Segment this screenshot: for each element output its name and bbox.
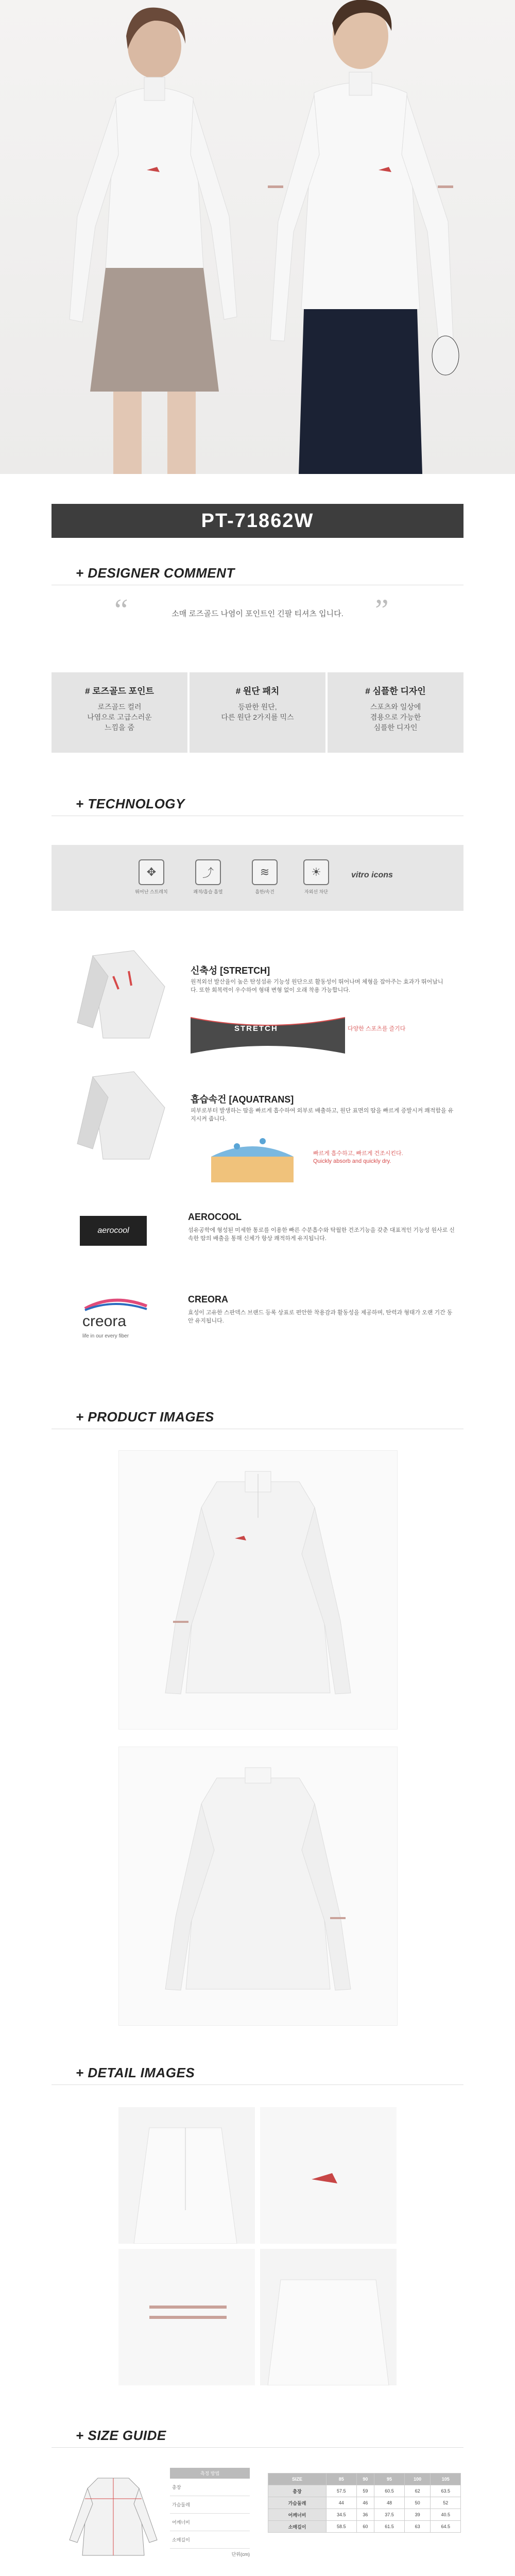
size-table-cell: 34.5 bbox=[327, 2509, 357, 2521]
measure-row: 총장 bbox=[170, 2479, 250, 2496]
size-table-cell: 36 bbox=[356, 2509, 374, 2521]
section-title-detail-images: + DETAIL IMAGES bbox=[76, 2065, 195, 2080]
model-code-bar bbox=[52, 504, 464, 538]
size-table-row bbox=[268, 2521, 461, 2533]
tech-icon-cool bbox=[300, 859, 333, 895]
aerocool-title: AEROCOOL bbox=[188, 1212, 242, 1222]
divider bbox=[52, 2084, 464, 2085]
quickdry-icon: ≋ bbox=[252, 859, 278, 885]
measure-row: 가슴둘레 bbox=[170, 2496, 250, 2514]
feature-desc: 스포츠와 일상에 겸용으로 가능한 심플한 디자인 bbox=[370, 703, 421, 732]
measure-row: 어깨너비 bbox=[170, 2514, 250, 2531]
size-table-cell: 62 bbox=[404, 2485, 431, 2497]
aquatrans-graphic bbox=[206, 1126, 299, 1188]
stretch-band-graphic bbox=[191, 1012, 345, 1059]
detail-image-back-neck bbox=[260, 2249, 397, 2385]
size-table-cell: 60.5 bbox=[374, 2485, 405, 2497]
section-title-designer: + DESIGNER COMMENT bbox=[76, 565, 235, 581]
detail-image-collar bbox=[118, 2107, 255, 2244]
size-table-header bbox=[268, 2473, 461, 2485]
size-table-row bbox=[268, 2509, 461, 2521]
size-table-row-label: 가슴둘레 bbox=[268, 2497, 327, 2509]
tech-icon-label: 흡한/속건 bbox=[255, 889, 274, 894]
aquatrans-note-ko: 빠르게 흡수하고, 빠르게 건조시킨다. bbox=[313, 1150, 403, 1157]
size-table-cell: 61.5 bbox=[374, 2521, 405, 2533]
cool-icon: ☀ bbox=[303, 859, 329, 885]
tech-icon-label: 자외선 차단 bbox=[304, 889, 328, 894]
designer-comment: 소매 로즈골드 나염이 포인트인 긴팔 티셔츠 입니다. bbox=[171, 609, 344, 618]
hero-photo bbox=[0, 0, 515, 474]
size-table-row bbox=[268, 2485, 461, 2497]
size-table bbox=[268, 2473, 461, 2533]
tech-icon-sweat bbox=[192, 859, 225, 895]
size-table-cell: 100 bbox=[404, 2473, 431, 2485]
size-table-cell: 90 bbox=[356, 2473, 374, 2485]
size-table-cell: 57.5 bbox=[327, 2485, 357, 2497]
tech-icon-stretch bbox=[135, 859, 168, 895]
size-table-row-label: 어깨너비 bbox=[268, 2509, 327, 2521]
aquatrans-text: 피부로부터 발생하는 땀을 빠르게 흡수하여 외부로 배출하고, 원단 표면의 땀을 빠르게 증발시켜 쾌적함을 유지시켜 줍니다. bbox=[191, 1108, 454, 1122]
size-table-cell: 63 bbox=[404, 2521, 431, 2533]
stretch-shirt-illustration bbox=[72, 945, 175, 1043]
size-table-cell: 59 bbox=[356, 2485, 374, 2497]
tech-icon-quickdry bbox=[248, 859, 281, 895]
aerocool-logo: aerocool bbox=[80, 1216, 147, 1246]
aquatrans-title: 흡습속건 [AQUATRANS] bbox=[191, 1094, 294, 1105]
tech-icon-label: 쾌적/흡습 흡열 bbox=[193, 889, 223, 894]
size-table-cell: 50 bbox=[404, 2497, 431, 2509]
size-measure-block bbox=[170, 2468, 250, 2557]
stretch-icon: ✥ bbox=[139, 859, 164, 885]
size-table-cell: SIZE bbox=[268, 2473, 327, 2485]
size-table-cell: 58.5 bbox=[327, 2521, 357, 2533]
creora-logo: creora bbox=[82, 1313, 127, 1330]
vitro-logo: vitro icons bbox=[351, 871, 393, 879]
models-illustration bbox=[0, 0, 515, 474]
measure-head: 측정 방법 bbox=[170, 2468, 250, 2479]
feature-title: # 로즈골드 포인트 bbox=[85, 686, 154, 696]
size-table-row-label: 소매길이 bbox=[268, 2521, 327, 2533]
divider bbox=[52, 2447, 464, 2448]
section-title-size-guide: + SIZE GUIDE bbox=[76, 2428, 166, 2443]
detail-image-sleeve bbox=[118, 2249, 255, 2385]
close-quote-icon: ” bbox=[375, 593, 389, 627]
aerocool-text: 섬유공학에 형성된 미세한 통로를 이용한 빠른 수분흡수와 탁월한 건조기능을 갖춘 대표적인 기능성 원사로 신속한 땀의 배출을 통해 신체가 항상 쾌적하게 유지됩니다. bbox=[188, 1227, 455, 1242]
size-table-cell: 37.5 bbox=[374, 2509, 405, 2521]
feature-desc: 등판한 원단, 다른 원단 2가지를 믹스 bbox=[221, 703, 294, 721]
model-code: PT-71862W bbox=[201, 510, 314, 532]
sweat-icon: ⤴ bbox=[195, 859, 221, 885]
size-table-cell: 63.5 bbox=[431, 2485, 461, 2497]
tech-icon-label: 뛰어난 스트레치 bbox=[135, 889, 168, 894]
detail-image-logo bbox=[260, 2107, 397, 2244]
size-diagram bbox=[62, 2468, 165, 2561]
feature-title: # 심플한 디자인 bbox=[365, 686, 426, 696]
size-table-cell: 40.5 bbox=[431, 2509, 461, 2521]
section-title-technology: + TECHNOLOGY bbox=[76, 796, 185, 811]
size-table-row bbox=[268, 2497, 461, 2509]
feature-box-2 bbox=[190, 672, 325, 753]
aquatrans-note-en: Quickly absorb and quickly dry. bbox=[313, 1158, 391, 1164]
size-table-cell: 39 bbox=[404, 2509, 431, 2521]
creora-tagline: life in our every fiber bbox=[82, 1333, 129, 1339]
open-quote-icon: “ bbox=[114, 593, 128, 627]
creora-swoosh bbox=[82, 1296, 149, 1311]
feature-desc: 로즈골드 컬러 나염으로 고급스러운 느낌을 줌 bbox=[87, 703, 152, 732]
aquatrans-shirt-illustration bbox=[72, 1066, 175, 1164]
size-table-row-label: 총장 bbox=[268, 2485, 327, 2497]
creora-text: 효성이 고유한 스판덱스 브랜드 등록 상표로 편안한 착용감과 활동성을 제공하며, 탄력과 형태가 오랜 기간 동안 유지됩니다. bbox=[188, 1310, 453, 1324]
size-table-cell: 64.5 bbox=[431, 2521, 461, 2533]
section-title-product-images: + PRODUCT IMAGES bbox=[76, 1409, 214, 1425]
product-image-back bbox=[118, 1747, 398, 2026]
size-table-cell: 44 bbox=[327, 2497, 357, 2509]
measure-row: 소매길이 bbox=[170, 2531, 250, 2549]
feature-title: # 원단 패치 bbox=[235, 686, 280, 696]
size-table-cell: 105 bbox=[431, 2473, 461, 2485]
size-table-cell: 52 bbox=[431, 2497, 461, 2509]
size-table-cell: 48 bbox=[374, 2497, 405, 2509]
product-image-front bbox=[118, 1450, 398, 1730]
size-table-cell: 85 bbox=[327, 2473, 357, 2485]
stretch-text: 원적외선 발산율이 높은 탄성섬유 기능성 원단으로 활동성이 뛰어나며 체형을 잡아주는 효과가 뛰어납니다. 또한 회복력이 우수하여 형태 변형 없이 오래 착용 가능합니다. bbox=[191, 979, 443, 993]
size-table-cell: 95 bbox=[374, 2473, 405, 2485]
stretch-band-label: STRETCH bbox=[234, 1024, 278, 1033]
feature-box-3 bbox=[328, 672, 464, 753]
stretch-note: 다양한 스포츠를 즐기다 bbox=[348, 1026, 406, 1032]
size-table-cell: 46 bbox=[356, 2497, 374, 2509]
stretch-title: 신축성 [STRETCH] bbox=[191, 965, 270, 976]
creora-title: CREORA bbox=[188, 1294, 229, 1304]
size-unit: 단위(cm) bbox=[231, 2552, 250, 2557]
size-table-cell: 60 bbox=[356, 2521, 374, 2533]
feature-box-1 bbox=[52, 672, 187, 753]
